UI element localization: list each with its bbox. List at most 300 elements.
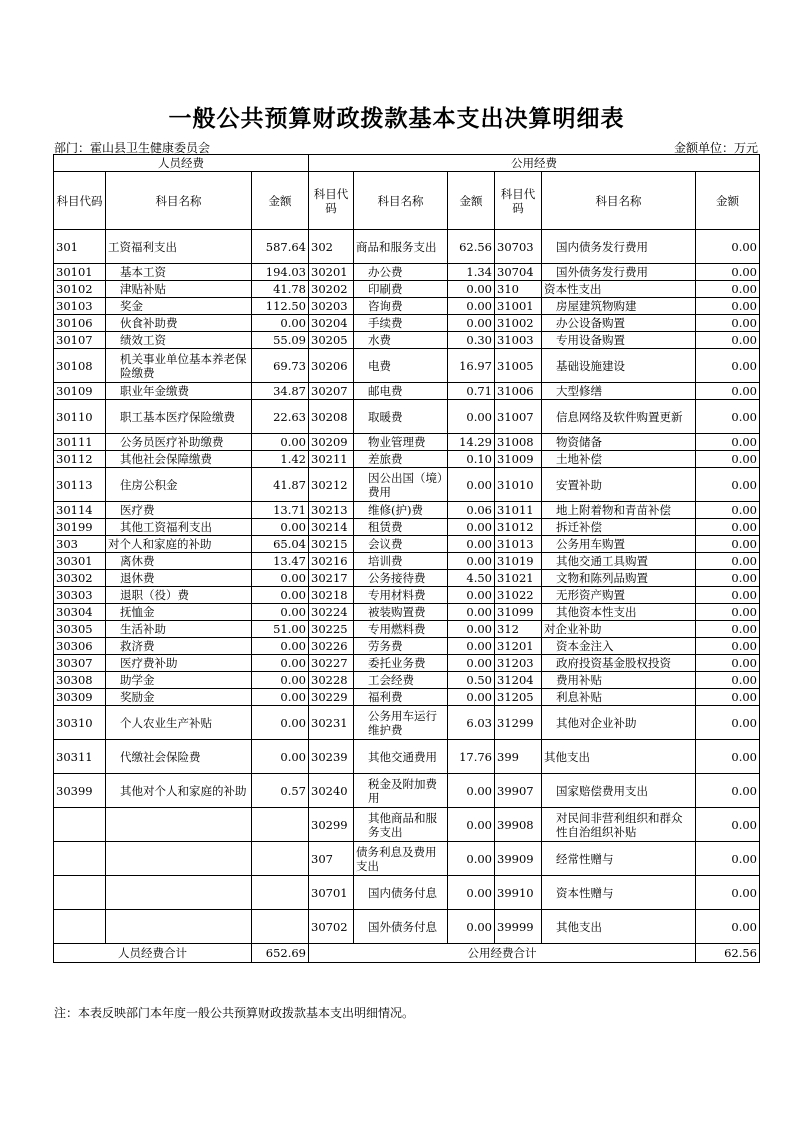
col-header-name: 科目名称 [354,172,448,230]
unit-label: 金额单位：万元 [673,141,758,155]
group-header-personnel: 人员经费 [54,155,309,172]
table-row [54,706,760,740]
cell-code: 30704 [495,264,542,281]
cell-code: 31201 [495,638,542,655]
cell-name: 培训费 [354,553,448,570]
cell-name: 信息网络及软件购置更新 [542,400,696,434]
cell-name: 住房公积金 [106,468,252,502]
cell-name: 其他工资福利支出 [106,519,252,536]
cell-code: 30201 [309,264,354,281]
cell-amount: 1.42 [252,451,309,468]
col-header-amount: 金额 [448,172,495,230]
cell-name: 资本金注入 [542,638,696,655]
cell-name: 电费 [354,349,448,383]
cell-code: 30224 [309,604,354,621]
cell-name: 咨询费 [354,298,448,315]
table-row [54,655,760,672]
cell-amount [252,910,309,944]
cell-name: 退休费 [106,570,252,587]
cell-name: 救济费 [106,638,252,655]
cell-name: 专用燃料费 [354,621,448,638]
cell-amount: 65.04 [252,536,309,553]
cell-code: 30207 [309,383,354,400]
table-row [54,842,760,876]
cell-amount: 0.00 [696,298,760,315]
table-row [54,689,760,706]
cell-code: 31003 [495,332,542,349]
cell-code: 30306 [54,638,106,655]
table-row [54,570,760,587]
cell-code: 30308 [54,672,106,689]
table-row [54,468,760,502]
cell-name: 国外债务发行费用 [542,264,696,281]
cell-amount: 0.00 [696,230,760,264]
cell-amount [252,842,309,876]
table-row [54,774,760,808]
cell-name [106,842,252,876]
cell-code: 39909 [495,842,542,876]
cell-name: 公务接待费 [354,570,448,587]
cell-amount: 0.00 [252,519,309,536]
cell-name: 取暖费 [354,400,448,434]
cell-amount: 55.09 [252,332,309,349]
cell-code: 30209 [309,434,354,451]
cell-name: 其他商品和服务支出 [354,808,448,842]
cell-amount: 0.00 [448,298,495,315]
cell-amount: 0.71 [448,383,495,400]
table-row [54,536,760,553]
cell-amount: 0.00 [448,655,495,672]
cell-name: 被装购置费 [354,604,448,621]
cell-name: 个人农业生产补贴 [106,706,252,740]
cell-name: 其他对企业补助 [542,706,696,740]
cell-name: 物资储备 [542,434,696,451]
cell-code: 30208 [309,400,354,434]
cell-name: 助学金 [106,672,252,689]
total-public-value: 62.56 [696,944,760,963]
cell-name: 津贴补贴 [106,281,252,298]
cell-name: 安置补助 [542,468,696,502]
cell-name [106,808,252,842]
cell-code: 30231 [309,706,354,740]
cell-name: 工资福利支出 [106,230,252,264]
cell-name [106,876,252,910]
cell-code: 30299 [309,808,354,842]
cell-amount: 0.00 [448,468,495,502]
cell-amount: 0.00 [696,876,760,910]
cell-amount: 0.00 [696,332,760,349]
cell-amount: 0.00 [696,553,760,570]
cell-amount: 0.50 [448,672,495,689]
cell-name: 政府投资基金股权投资 [542,655,696,672]
cell-amount: 0.00 [252,689,309,706]
cell-amount: 6.03 [448,706,495,740]
cell-amount: 0.00 [696,349,760,383]
cell-amount: 0.00 [448,604,495,621]
table-row [54,230,760,264]
cell-amount: 0.57 [252,774,309,808]
cell-code: 30301 [54,553,106,570]
cell-code: 30309 [54,689,106,706]
cell-name: 绩效工资 [106,332,252,349]
cell-amount: 0.00 [448,400,495,434]
cell-code: 30302 [54,570,106,587]
cell-code: 30703 [495,230,542,264]
col-header-name: 科目名称 [542,172,696,230]
cell-name: 公务用车购置 [542,536,696,553]
cell-name: 利息补贴 [542,689,696,706]
cell-code: 30225 [309,621,354,638]
footnote: 注：本表反映部门本年度一般公共预算财政拨款基本支出明细情况。 [54,1006,415,1020]
cell-amount: 0.00 [696,519,760,536]
cell-amount: 0.00 [696,604,760,621]
cell-code: 30239 [309,740,354,774]
cell-amount: 13.71 [252,502,309,519]
table-row [54,587,760,604]
cell-code: 39908 [495,808,542,842]
cell-code: 30311 [54,740,106,774]
cell-name: 国内债务付息 [354,876,448,910]
cell-amount: 194.03 [252,264,309,281]
cell-code: 30218 [309,587,354,604]
cell-code: 31010 [495,468,542,502]
cell-code: 301 [54,230,106,264]
cell-amount: 112.50 [252,298,309,315]
cell-code: 31006 [495,383,542,400]
cell-name: 税金及附加费用 [354,774,448,808]
cell-amount: 0.00 [448,876,495,910]
cell-code: 30304 [54,604,106,621]
cell-name: 伙食补助费 [106,315,252,332]
cell-amount: 0.00 [696,706,760,740]
department-label: 部门：霍山县卫生健康委员会 [54,141,211,155]
table-row [54,910,760,944]
table-row [54,332,760,349]
cell-amount: 0.00 [448,638,495,655]
cell-name: 代缴社会保险费 [106,740,252,774]
cell-amount: 0.06 [448,502,495,519]
col-header-amount: 金额 [696,172,760,230]
cell-code: 30310 [54,706,106,740]
cell-amount: 13.47 [252,553,309,570]
cell-amount: 41.78 [252,281,309,298]
cell-code: 31099 [495,604,542,621]
cell-name: 会议费 [354,536,448,553]
cell-name: 医疗费 [106,502,252,519]
table-row [54,400,760,434]
cell-amount: 0.00 [252,434,309,451]
cell-amount: 22.63 [252,400,309,434]
cell-amount: 0.00 [448,315,495,332]
cell-code: 31204 [495,672,542,689]
table-row [54,502,760,519]
cell-amount: 4.50 [448,570,495,587]
group-header-public: 公用经费 [309,155,760,172]
cell-code: 310 [495,281,542,298]
cell-amount: 0.00 [696,468,760,502]
cell-name: 办公费 [354,264,448,281]
cell-amount: 0.00 [448,842,495,876]
cell-amount: 0.00 [696,689,760,706]
cell-name: 机关事业单位基本养老保险缴费 [106,349,252,383]
cell-name: 因公出国（境）费用 [354,468,448,502]
cell-code: 30305 [54,621,106,638]
cell-name: 资本性支出 [542,281,696,298]
cell-code: 30111 [54,434,106,451]
cell-name: 奖励金 [106,689,252,706]
cell-amount: 0.00 [252,570,309,587]
cell-code: 31022 [495,587,542,604]
cell-name: 水费 [354,332,448,349]
cell-code: 30399 [54,774,106,808]
cell-amount: 0.00 [696,502,760,519]
cell-name: 离休费 [106,553,252,570]
cell-code: 312 [495,621,542,638]
cell-name: 其他对个人和家庭的补助 [106,774,252,808]
cell-amount: 0.00 [696,740,760,774]
cell-amount: 0.00 [696,638,760,655]
cell-code: 31013 [495,536,542,553]
cell-name: 国内债务发行费用 [542,230,696,264]
cell-code: 307 [309,842,354,876]
cell-name: 生活补助 [106,621,252,638]
cell-amount: 0.00 [696,672,760,689]
cell-name: 物业管理费 [354,434,448,451]
cell-amount: 0.00 [696,842,760,876]
cell-code [54,876,106,910]
col-header-code: 科目代码 [309,172,354,230]
cell-amount [252,808,309,842]
cell-code: 30112 [54,451,106,468]
cell-name: 对个人和家庭的补助 [106,536,252,553]
cell-name: 退职（役）费 [106,587,252,604]
table-row [54,672,760,689]
cell-code: 39907 [495,774,542,808]
table-row [54,621,760,638]
cell-amount: 0.00 [252,638,309,655]
cell-name: 其他社会保障缴费 [106,451,252,468]
cell-code [54,808,106,842]
cell-code: 30228 [309,672,354,689]
cell-name: 专用材料费 [354,587,448,604]
cell-name: 公务用车运行维护费 [354,706,448,740]
cell-name: 土地补偿 [542,451,696,468]
cell-amount: 51.00 [252,621,309,638]
cell-code: 303 [54,536,106,553]
cell-code: 30212 [309,468,354,502]
cell-amount: 0.00 [448,774,495,808]
table-row [54,264,760,281]
cell-code: 30226 [309,638,354,655]
cell-name: 拆迁补偿 [542,519,696,536]
cell-name: 印刷费 [354,281,448,298]
cell-code: 30114 [54,502,106,519]
cell-name: 公务员医疗补助缴费 [106,434,252,451]
cell-name: 租赁费 [354,519,448,536]
cell-name: 债务利息及费用支出 [354,842,448,876]
cell-amount: 0.00 [448,910,495,944]
cell-code: 30215 [309,536,354,553]
cell-code: 30203 [309,298,354,315]
cell-name: 对企业补助 [542,621,696,638]
cell-code: 30307 [54,655,106,672]
cell-name: 办公设备购置 [542,315,696,332]
cell-code: 31007 [495,400,542,434]
table-row [54,876,760,910]
cell-code: 39910 [495,876,542,910]
cell-name: 无形资产购置 [542,587,696,604]
cell-amount: 0.00 [696,621,760,638]
cell-name: 职业年金缴费 [106,383,252,400]
cell-name: 国家赔偿费用支出 [542,774,696,808]
cell-amount: 0.10 [448,451,495,468]
cell-name: 费用补贴 [542,672,696,689]
cell-name: 经常性赠与 [542,842,696,876]
cell-code: 30106 [54,315,106,332]
cell-code: 31021 [495,570,542,587]
cell-code: 30206 [309,349,354,383]
cell-name: 职工基本医疗保险缴费 [106,400,252,434]
cell-code: 30103 [54,298,106,315]
cell-name: 抚恤金 [106,604,252,621]
cell-code: 30107 [54,332,106,349]
cell-code: 39999 [495,910,542,944]
cell-code: 30108 [54,349,106,383]
cell-amount: 0.00 [696,910,760,944]
cell-amount: 0.00 [696,808,760,842]
col-header-name: 科目名称 [106,172,252,230]
table-row [54,604,760,621]
cell-amount: 0.00 [696,400,760,434]
cell-name: 医疗费补助 [106,655,252,672]
cell-code: 31299 [495,706,542,740]
cell-code: 30702 [309,910,354,944]
cell-amount: 0.00 [696,281,760,298]
cell-code: 30303 [54,587,106,604]
table-row [54,315,760,332]
cell-amount: 0.00 [696,655,760,672]
cell-amount: 0.00 [252,706,309,740]
cell-name: 地上附着物和青苗补偿 [542,502,696,519]
cell-code: 30109 [54,383,106,400]
cell-amount: 34.87 [252,383,309,400]
cell-name: 基础设施建设 [542,349,696,383]
table-row [54,638,760,655]
cell-amount: 1.34 [448,264,495,281]
table-row [54,383,760,400]
cell-name: 工会经费 [354,672,448,689]
cell-code: 31002 [495,315,542,332]
cell-code: 30102 [54,281,106,298]
cell-amount: 14.29 [448,434,495,451]
cell-code: 31019 [495,553,542,570]
cell-amount: 0.00 [448,281,495,298]
cell-amount: 0.00 [252,587,309,604]
cell-amount: 0.00 [696,774,760,808]
col-header-code: 科目代码 [54,172,106,230]
cell-code: 30204 [309,315,354,332]
cell-code: 31001 [495,298,542,315]
cell-amount: 0.00 [696,315,760,332]
cell-code: 31009 [495,451,542,468]
cell-amount: 41.87 [252,468,309,502]
cell-code: 31203 [495,655,542,672]
cell-code: 30199 [54,519,106,536]
cell-code: 30214 [309,519,354,536]
cell-name: 其他交通费用 [354,740,448,774]
cell-amount: 69.73 [252,349,309,383]
cell-code: 30217 [309,570,354,587]
table-row [54,349,760,383]
cell-name: 奖金 [106,298,252,315]
cell-code: 30216 [309,553,354,570]
table-row [54,298,760,315]
cell-code: 30211 [309,451,354,468]
cell-code: 31005 [495,349,542,383]
cell-code [54,842,106,876]
cell-name: 其他支出 [542,740,696,774]
cell-name: 差旅费 [354,451,448,468]
cell-name: 劳务费 [354,638,448,655]
cell-amount: 0.00 [448,689,495,706]
cell-name: 其他交通工具购置 [542,553,696,570]
cell-name: 对民间非营利组织和群众性自治组织补贴 [542,808,696,842]
cell-amount: 0.30 [448,332,495,349]
cell-name: 邮电费 [354,383,448,400]
cell-name: 手续费 [354,315,448,332]
cell-code: 302 [309,230,354,264]
cell-name: 维修(护)费 [354,502,448,519]
cell-name: 其他资本性支出 [542,604,696,621]
page-title: 一般公共预算财政拨款基本支出决算明细表 [168,106,625,132]
cell-name: 基本工资 [106,264,252,281]
cell-amount: 0.00 [448,808,495,842]
cell-amount: 0.00 [448,519,495,536]
cell-amount: 0.00 [696,383,760,400]
cell-amount: 0.00 [252,740,309,774]
cell-code: 30110 [54,400,106,434]
table-row [54,451,760,468]
cell-name: 委托业务费 [354,655,448,672]
cell-name: 商品和服务支出 [354,230,448,264]
cell-code: 31008 [495,434,542,451]
cell-code: 31011 [495,502,542,519]
table-row [54,519,760,536]
cell-name: 大型修缮 [542,383,696,400]
cell-code: 30213 [309,502,354,519]
cell-code: 30202 [309,281,354,298]
cell-amount: 62.56 [448,230,495,264]
cell-amount [252,876,309,910]
cell-code: 399 [495,740,542,774]
total-public-label: 公用经费合计 [309,944,696,963]
cell-name: 国外债务付息 [354,910,448,944]
cell-amount: 587.64 [252,230,309,264]
cell-code [54,910,106,944]
cell-name: 福利费 [354,689,448,706]
cell-amount: 0.00 [696,451,760,468]
cell-name: 文物和陈列品购置 [542,570,696,587]
expenditure-table [53,154,760,963]
cell-name [106,910,252,944]
cell-amount: 0.00 [696,570,760,587]
total-personnel-label: 人员经费合计 [54,944,252,963]
cell-amount: 17.76 [448,740,495,774]
cell-code: 30113 [54,468,106,502]
cell-name: 房屋建筑物购建 [542,298,696,315]
cell-name: 专用设备购置 [542,332,696,349]
cell-code: 31012 [495,519,542,536]
